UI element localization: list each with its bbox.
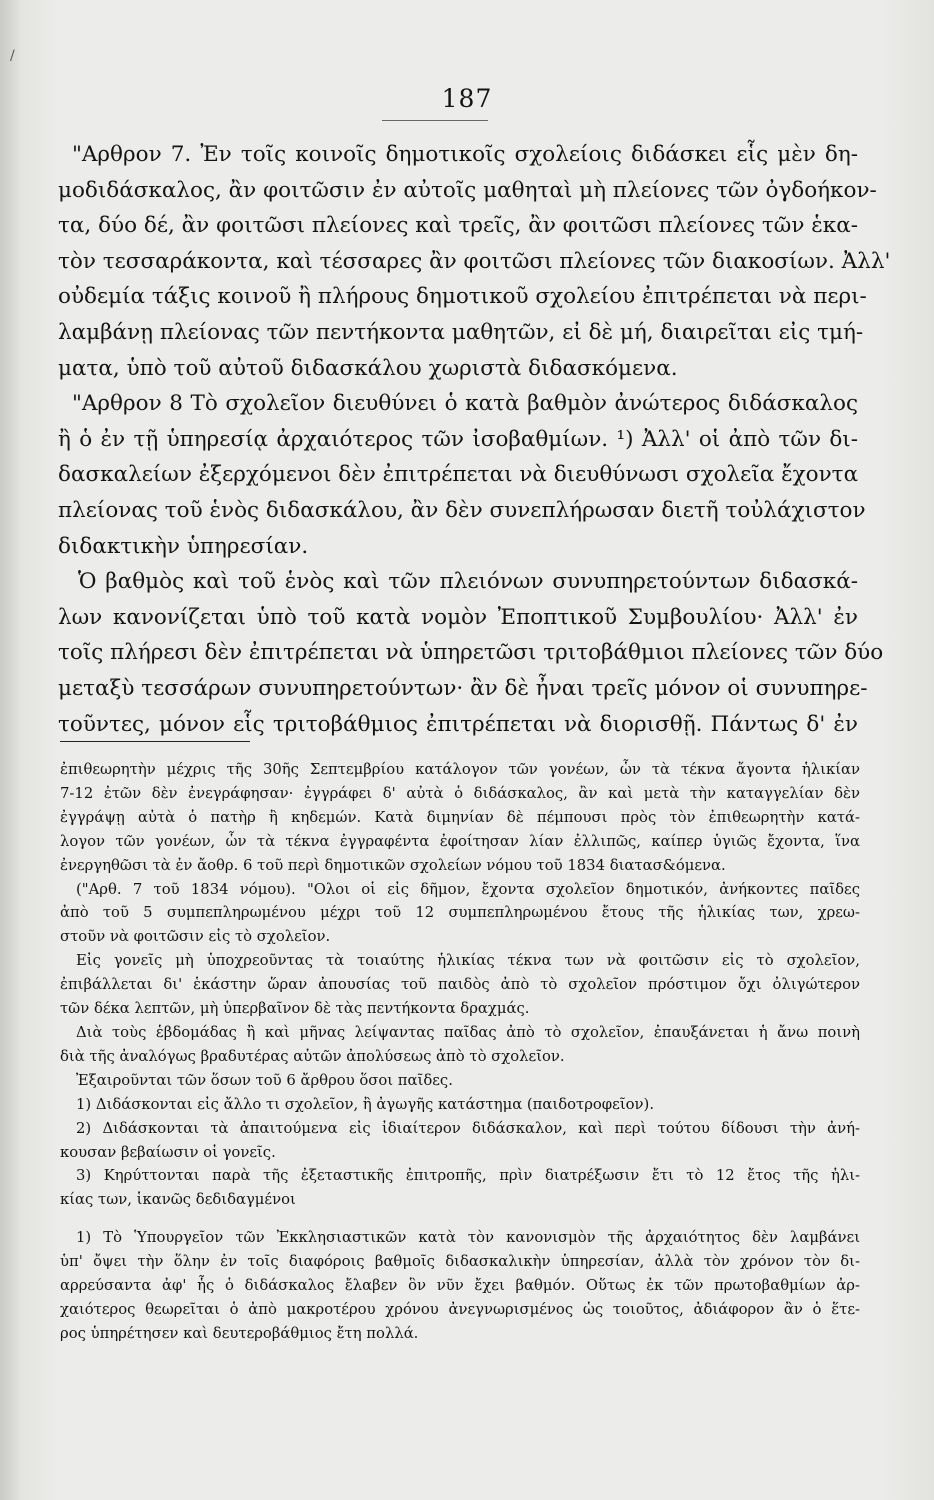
footnote-line: αρρεύσαντα ἀφ' ἧς ὁ διδάσκαλος ἔλαβεν ὃν νῦν ἔχει βαθμόν. Οὕτως ἐκ τῶν πρωτοβαθμίων ἀρ- [60, 1277, 860, 1295]
margin-mark: / [10, 48, 15, 64]
footnote-line: 7-12 ἐτῶν δὲν ἐνεγράφησαν· ἐγγράφει δ' αὐτὰ ὁ διδάσκαλος, ἂν καὶ μετὰ τὴν καταγγελίαν δὲν [60, 784, 860, 802]
main-text [58, 137, 891, 742]
body-line: τοῖς πλήρεσι δὲν ἐπιτρέπεται νὰ ὑπηρετῶσι τριτοβάθμιοι πλείονες τῶν δύο [58, 640, 884, 666]
footnote-line: λογον τῶν γονέων, ὧν τὰ τέκνα ἐγγραφέντα ἐφοίτησαν λίαν ἐλλιπῶς, καίπερ ὑγιῶς ἔχοντα, ἵνα [60, 832, 860, 850]
body-line: πλείονας τοῦ ἑνὸς διδασκάλου, ἂν δὲν συνεπλήρωσαν διετῆ τοὐλάχιστον [58, 497, 866, 523]
footnote-line: ἀπὸ τοῦ 5 συμπεπληρωμένου μέχρι τοῦ 12 συμπεπληρωμένου ἔτους τῆς ἡλικίας των, χρεω- [60, 904, 860, 922]
footnote-line: Εἰς γονεῖς μὴ ὑποχρεοῦντας τὰ τοιαύτης ἡλικίας τέκνα των νὰ φοιτῶσιν εἰς τὸ σχολεῖον, [76, 952, 860, 970]
footnote-line: Διὰ τοὺς ἑβδομάδας ἢ καὶ μῆνας λείψαντας παῖδας ἀπὸ τὸ σχολεῖον, ἐπαυξάνεται ἡ ἄνω ποινὴ [76, 1023, 860, 1041]
body-line: τὸν τεσσαράκοντα, καὶ τέσσαρες ἂν φοιτῶσι πλείονες τῶν διακοσίων. Ἀλλ' [58, 248, 891, 274]
body-line: οὐδεμία τάξις κοινοῦ ἢ πλήρους δημοτικοῦ σχολείου ἐπιτρέπεται νὰ περι- [58, 284, 867, 310]
footnote-line: ἐνεργηθῶσι τὰ ἐν ἄοθρ. 6 τοῦ περὶ δημοτικῶν σχολείων νόμου τοῦ 1834 διατασ&όμενα. [60, 856, 726, 874]
body-line: τοῦντες, μόνον εἷς τριτοβάθμιος ἐπιτρέπεται νὰ διορισθῇ. Πάντως δ' ἐν [58, 711, 858, 737]
footnotes [60, 758, 860, 1346]
body-line: "Αρθρον 7. Ἐν τοῖς κοινοῖς δημοτικοῖς σχολείοις διδάσκει εἷς μὲν δη- [72, 142, 858, 167]
body-line: ἢ ὁ ἐν τῇ ὑπηρεσίᾳ ἀρχαιότερος τῶν ἰσοβαθμίων. ¹) Ἀλλ' οἱ ἀπὸ τῶν δι- [58, 426, 858, 452]
body-line: τα, δύο δέ, ἂν φοιτῶσι πλείονες καὶ τρεῖς, ἂν φοιτῶσι πλείονες τῶν ἑκα- [58, 213, 858, 239]
footnote-line: 1) Διδάσκονται εἰς ἄλλο τι σχολεῖον, ἢ ἀγωγῆς κατάστημα (παιδοτροφεῖον). [76, 1095, 655, 1113]
body-line: μοδιδάσκαλος, ἂν φοιτῶσιν ἐν αὐτοῖς μαθηταὶ μὴ πλείονες τῶν ὀγδοήκον- [58, 177, 877, 203]
body-line: λων κανονίζεται ὑπὸ τοῦ κατὰ νομὸν Ἐποπτικοῦ Συμβουλίου· Ἀλλ' ἐν [58, 604, 858, 630]
footnote-line: κίας των, ἱκανῶς δεδιδαγμένοι [60, 1191, 296, 1209]
footnote-line: τῶν δέκα λεπτῶν, μὴ ὑπερβαῖνον δὲ τὰς πεντήκοντα δραχμάς. [60, 1000, 530, 1018]
footnote-line: Ἐξαιροῦνται τῶν ὅσων τοῦ 6 ἄρθρου ὅσοι παῖδες. [76, 1071, 453, 1089]
body-line: "Αρθρον 8 Τὸ σχολεῖον διευθύνει ὁ κατὰ βαθμὸν ἀνώτερος διδάσκαλος [72, 391, 858, 417]
footnote-line: ("Αρθ. 7 τοῦ 1834 νόμου). "Ολοι οἱ εἰς δῆμον, ἔχοντα σχολεῖον δημοτικόν, ἀνήκοντες παῖδες [76, 880, 860, 898]
footnote-line: 3) Κηρύττονται παρὰ τῆς ἐξεταστικῆς ἐπιτροπῆς, πρὶν διατρέξωσιν ἔτι τὸ 12 ἔτος τῆς ἡλι- [76, 1167, 860, 1185]
footnote-line: διὰ τῆς ἀναλόγως βραδυτέρας αὐτῶν ἀπολύσεως ἀπὸ τὸ σχολεῖον. [60, 1047, 565, 1065]
footnote-line: ρος ὑπηρέτησεν καὶ δευτεροβάθμιος ἔτη πολλά. [60, 1324, 419, 1342]
footnote-line: κουσαν βεβαίωσιν οἱ γονεῖς. [60, 1143, 276, 1161]
footnote-line: ἐπιβάλλεται δι' ἑκάστην ὥραν ἀπουσίας τοῦ παιδὸς ἀπὸ τὸ σχολεῖον πρόστιμον ὄχι ὀλιγώτερον [60, 976, 860, 994]
footnote-line: στοῦν νὰ φοιτῶσιν εἰς τὸ σχολεῖον. [60, 928, 331, 946]
page-number: 187 [441, 84, 493, 113]
body-line: μεταξὺ τεσσάρων συνυπηρετούντων· ἂν δὲ ἦναι τρεῖς μόνον οἱ συνυπηρε- [58, 675, 868, 701]
footnote-line: 1) Τὸ Ὑπουργεῖον τῶν Ἐκκλησιαστικῶν κατὰ τὸν κανονισμὸν τῆς ἀρχαιότητος δὲν λαμβάνει [76, 1229, 860, 1247]
footnote-line: ἐπιθεωρητὴν μέχρις τῆς 30ῆς Σεπτεμβρίου κατάλογον τῶν γονέων, ὧν τὰ τέκνα ἄγοντα ἡλικίαν [60, 761, 860, 778]
footnote-line: ὑπ' ὄψει τὴν ὅλην ἐν τοῖς διαφόροις βαθμοῖς διδασκαλικὴν ὑπηρεσίαν, ἀλλὰ τὸν χρόνον τὸν δι- [60, 1253, 860, 1271]
body-line: Ὁ βαθμὸς καὶ τοῦ ἑνὸς καὶ τῶν πλειόνων συνυπηρετούντων διδασκά- [78, 569, 858, 595]
footnote-separator [60, 741, 250, 742]
page-number-rule [382, 120, 488, 121]
body-line: ματα, ὑπὸ τοῦ αὐτοῦ διδασκάλου χωριστὰ διδασκόμενα. [58, 355, 678, 381]
footnote-line: χαιότερος θεωρεῖται ὁ ἀπὸ μακροτέρου χρόνου ἀνεγνωρισμένος ὡς τοιοῦτος, ἀδιάφορον ἂν ὁ ἕτε- [60, 1300, 860, 1318]
body-line: δασκαλείων ἐξερχόμενοι δὲν ἐπιτρέπεται νὰ διευθύνωσι σχολεῖα ἔχοντα [58, 462, 859, 488]
body-line: διδακτικὴν ὑπηρεσίαν. [58, 533, 309, 559]
footnote-line: 2) Διδάσκονται τὰ ἀπαιτούμενα εἰς ἰδιαίτερον διδάσκαλον, καὶ περὶ τούτου δίδουσι τὴν ἀνή- [76, 1119, 860, 1137]
footnote-line: ἐγγράψῃ αὐτὰ ὁ πατὴρ ἢ κηδεμών. Κατὰ διμηνίαν δὲ πέμπουσι πρὸς τὸν ἐπιθεωρητὴν κατά- [60, 808, 860, 826]
body-line: λαμβάνῃ πλείονας τῶν πεντήκοντα μαθητῶν, εἰ δὲ μή, διαιρεῖται εἰς τμή- [58, 319, 864, 345]
